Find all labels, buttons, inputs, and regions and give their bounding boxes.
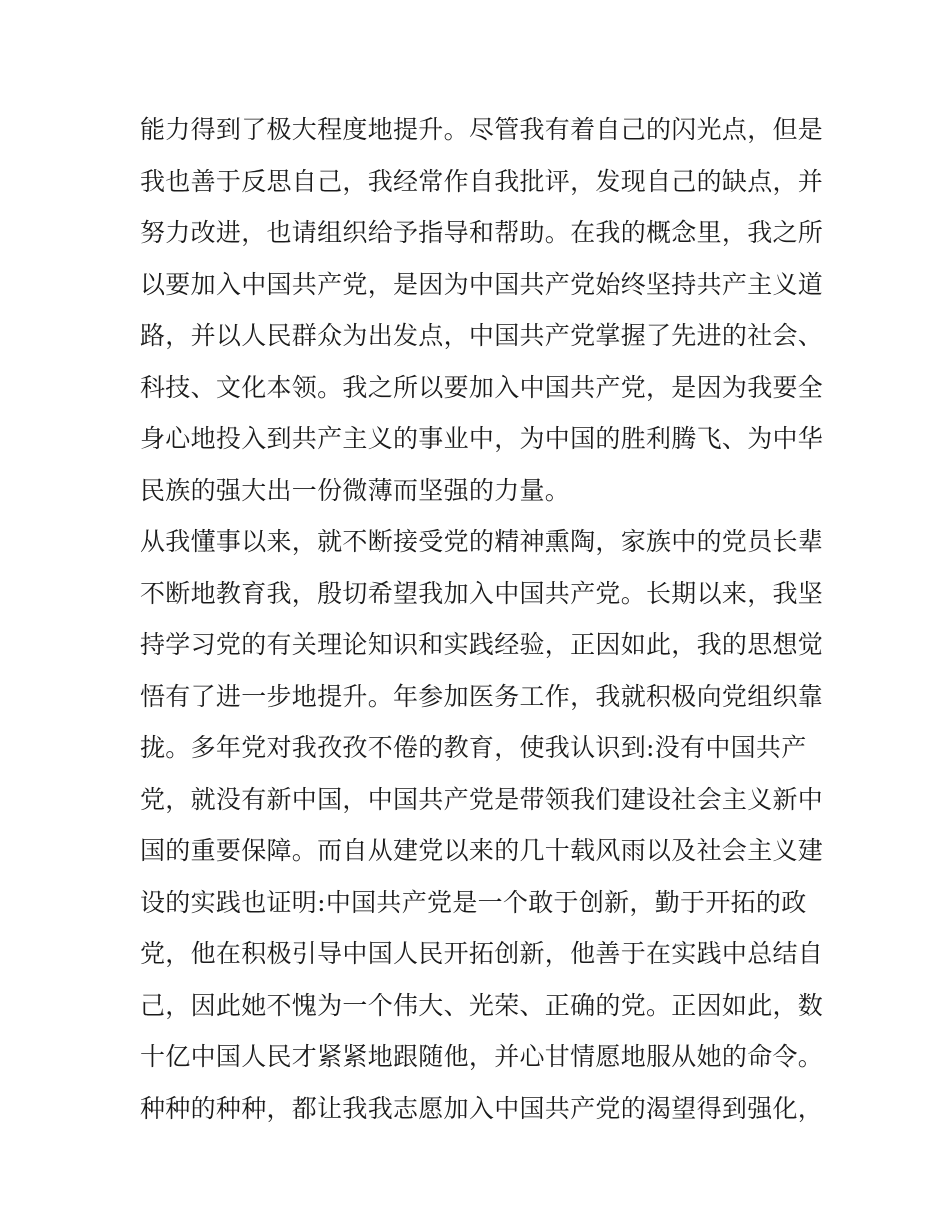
text-line: 党，他在积极引导中国人民开拓创新，他善于在实践中总结自: [140, 939, 824, 968]
text-line: 己，因此她不愧为一个伟大、光荣、正确的党。正因如此，数: [140, 990, 824, 1020]
text-line: 身心地投入到共产主义的事业中，为中国的胜利腾飞、为中华: [140, 424, 824, 453]
text-line: 十亿中国人民才紧紧地跟随他，并心甘情愿地服从她的命令。: [140, 1042, 824, 1071]
text-line: 我也善于反思自己，我经常作自我批评，发现自己的缺点，并: [140, 166, 824, 196]
text-line: 能力得到了极大程度地提升。尽管我有着自己的闪光点，但是: [140, 115, 824, 144]
text-line: 种种的种种，都让我我志愿加入中国共产党的渴望得到强化，: [140, 1093, 824, 1123]
text-line: 以要加入中国共产党，是因为中国共产党始终坚持共产主义道: [140, 269, 824, 299]
text-line: 民族的强大出一份微薄而坚强的力量。: [140, 475, 571, 505]
text-line: 持学习党的有关理论知识和实践经验，正因如此，我的思想觉: [140, 630, 824, 659]
text-line: 从我懂事以来，就不断接受党的精神熏陶，家族中的党员长辈: [140, 527, 824, 556]
text-line: 党，就没有新中国，中国共产党是带领我们建设社会主义新中: [140, 784, 824, 814]
text-line: 设的实践也证明:中国共产党是一个敢于创新，勤于开拓的政: [140, 887, 807, 917]
text-line: 科技、文化本领。我之所以要加入中国共产党，是因为我要全: [140, 372, 824, 402]
text-line: 路，并以人民群众为出发点，中国共产党掌握了先进的社会、: [140, 321, 824, 350]
body-text: [140, 104, 824, 1134]
text-line: 拢。多年党对我孜孜不倦的教育，使我认识到:没有中国共产: [140, 733, 807, 762]
text-line: 不断地教育我，殷切希望我加入中国共产党。长期以来，我坚: [140, 578, 824, 608]
text-line: 悟有了进一步地提升。年参加医务工作，我就积极向党组织靠: [140, 681, 824, 711]
text-line: 努力改进，也请组织给予指导和帮助。在我的概念里，我之所: [140, 218, 824, 247]
text-line: 国的重要保障。而自从建党以来的几十载风雨以及社会主义建: [140, 836, 824, 865]
